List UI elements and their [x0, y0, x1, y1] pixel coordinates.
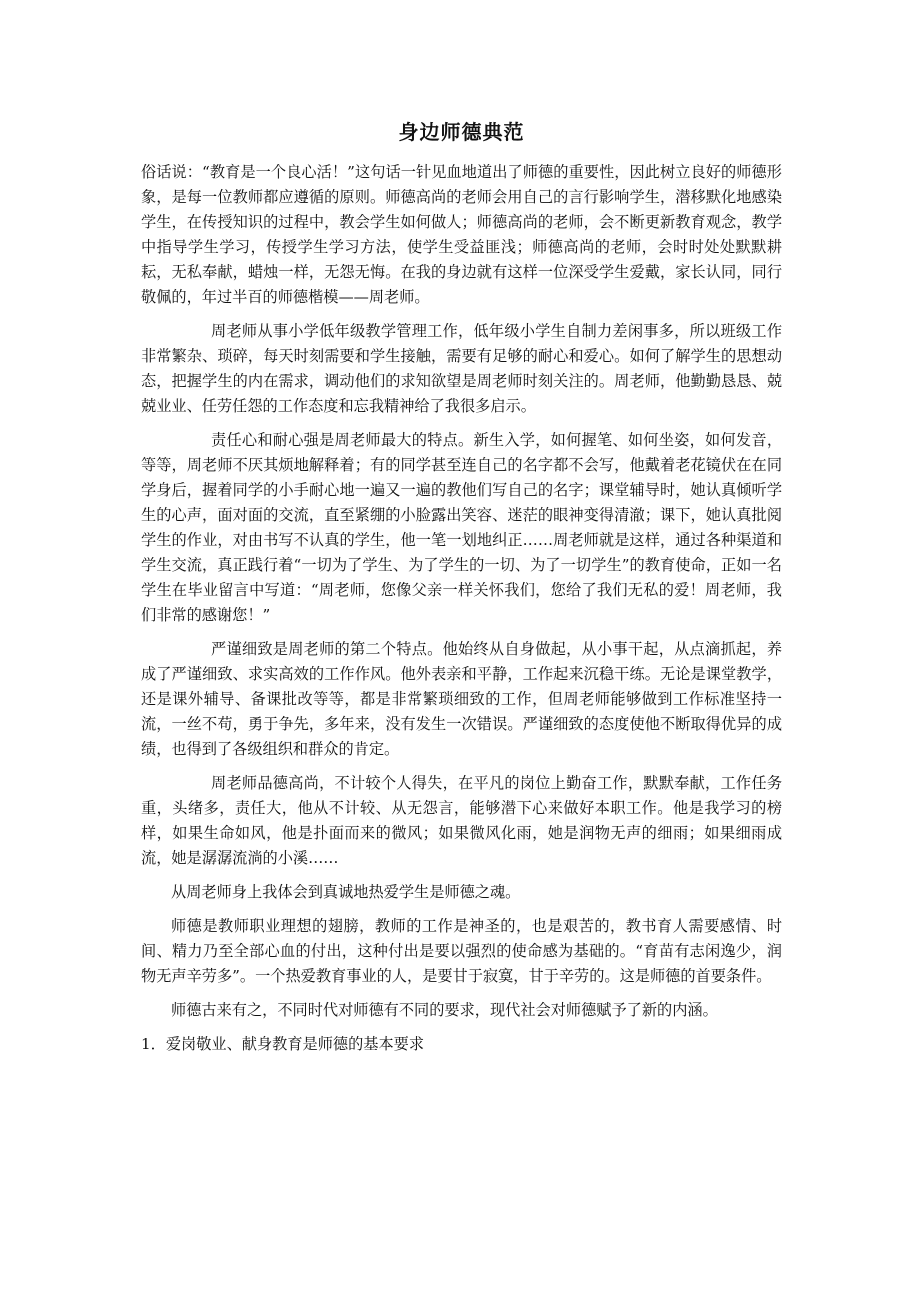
document-title: 身边师德典范 — [398, 120, 525, 144]
paragraph-work: 周老师从事小学低年级教学管理工作，低年级小学生自制力差闲事多，所以班级工作非常繁杂、琐碎，每天时刻需要和学生接触，需要有足够的耐心和爱心。如何了解学生的思想动态，把握学生的内在需求，调动他们的求知欲望是周老师时刻关注的。周老师，他勤勤恳恳、兢兢业业、任劳任怨的工作态度和忘我精神给了我很多启示。 — [141, 322, 782, 415]
paragraph-intro: 俗话说：“教育是一个良心活！”这句话一针见血地道出了师德的重要性，因此树立良好的师德形象，是每一位教师都应遵循的原则。师德高尚的老师会用自己的言行影响学生，潜移默化地感染学生，在传授知识的过程中，教会学生如何做人；师德高尚的老师，会不断更新教育观念，教学中指导学生学习，传授学生学习方法，使学生受益匪浅；师德高尚的老师，会时时处处默默耕耘，无私奉献，蜡烛一样，无怨无悔。在我的身边就有这样一位深受学生爱戴，家长认同，同行敬佩的，年过半百的师德楷模——周老师。 — [141, 163, 782, 306]
document-page — [141, 118, 782, 1057]
list-item-1: 1．爱岗敬业、献身教育是师德的基本要求 — [141, 1035, 425, 1053]
paragraph-ethics-history: 师德古来有之，不同时代对师德有不同的要求，现代社会对师德赋予了新的内涵。 — [171, 1001, 718, 1019]
paragraph-morality: 周老师品德高尚，不计较个人得失，在平凡的岗位上勤奋工作，默默奉献，工作任务重，头绪多，责任大，他从不计较、从无怨言，能够潜下心来做好本职工作。他是我学习的榜样，如果生命如风，他是扑面而来的微风；如果微风化雨，她是润物无声的细雨；如果细雨成流，她是潺潺流淌的小溪…… — [141, 774, 782, 867]
paragraph-rigor: 严谨细致是周老师的第二个特点。他始终从自身做起，从小事干起，从点滴抓起，养成了严谨细致、求实高效的工作作风。他外表亲和平静，工作起来沉稳干练。无论是课堂教学，还是课外辅导、备课批改等等，都是非常繁琐细致的工作，但周老师能够做到工作标准坚持一流，一丝不苟，勇于争先，多年来，没有发生一次错误。严谨细致的态度使他不断取得优异的成绩，也得到了各级组织和群众的肯定。 — [141, 640, 782, 758]
paragraph-insight: 从周老师身上我体会到真诚地热爱学生是师德之魂。 — [171, 883, 521, 901]
paragraph-responsibility: 责任心和耐心强是周老师最大的特点。新生入学，如何握笔、如何坐姿，如何发音，等等，周老师不厌其烦地解释着；有的同学甚至连自己的名字都不会写，他戴着老花镜伏在在同学身后，握着同学的小手耐心地一遍又一遍的教他们写自己的名字；课堂辅导时，她认真倾听学生的心声，面对面的交流，直至紧绷的小脸露出笑容、迷茫的眼神变得清澈；课下，她认真批阅学生的作业，对由书写不认真的学生，他一笔一划地纠正……周老师就是这样，通过各种渠道和学生交流，真正践行着“一切为了学生、为了学生的一切、为了一切学生”的教育使命，正如一名学生在毕业留言中写道：“周老师，您像父亲一样关怀我们，您给了我们无私的爱！周老师，我们非常的感谢您！” — [141, 431, 782, 624]
paragraph-ethics-wings: 师德是教师职业理想的翅膀，教师的工作是神圣的，也是艰苦的，教书育人需要感情、时间、精力乃至全部心血的付出，这种付出是要以强烈的使命感为基础的。“育苗有志闲逸少，润物无声辛劳多”。一个热爱教育事业的人，是要甘于寂寞，甘于辛劳的。这是师德的首要条件。 — [141, 917, 782, 985]
